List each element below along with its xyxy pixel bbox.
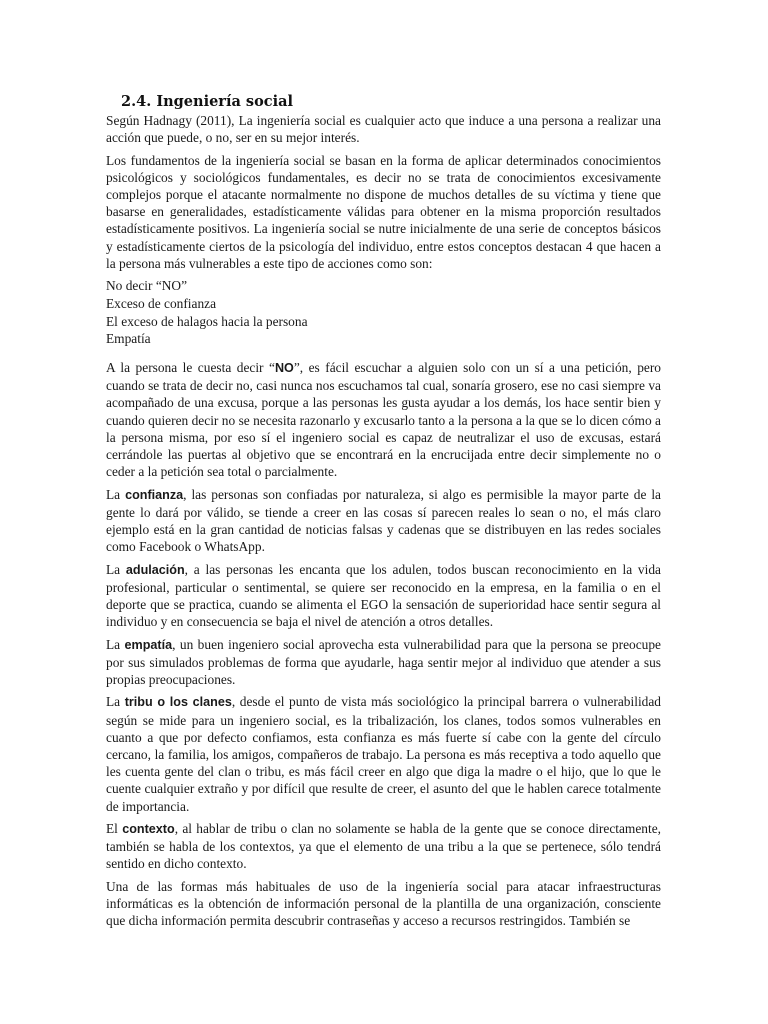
paragraph-fundamentos: Los fundamentos de la ingeniería social se basan en la forma de aplicar determinados conocimientos psicológicos y sociológicos fundamentales, es decir no se trata de conocimientos excesivamente complejos porque el atacante normalmente no dispone de muchos detalles de su víctima y tiene que basarse en generalidades, estadísticamente válidas para obtener en la misma proporción resultados estadísticamente positivos. La ingeniería social se nutre inicialmente de una serie de conceptos básicos y estadísticamente ciertos de la psicología del individuo, entre estos conceptos destacan 4 que hacen a la persona más vulnerables a este tipo de acciones como son:	[106, 152, 661, 271]
section-title: Ingeniería social	[156, 93, 293, 110]
list-item: Exceso de confianza	[106, 295, 217, 311]
paragraph-citation: Según Hadnagy (2011), La ingeniería social es cualquier acto que induce a una persona a realizar una acción que puede, o no, ser en su mejor interés.	[106, 113, 661, 146]
body-text	[106, 112, 661, 935]
keyword-adulacion: adulación	[125, 562, 185, 577]
paragraph-empatia: La empatía, un buen ingeniero social aprovecha esta vulnerabilidad para que la persona se preocupe por sus simulados problemas de forma que ayudarle, haga sentir mejor al individuo que atender a sus propias preocupaciones.	[106, 636, 661, 688]
keyword-confianza: confianza	[125, 487, 184, 502]
paragraph-tribu: La tribu o los clanes, desde el punto de vista más sociológico la principal barrera o vulnerabilidad según se mide para un ingeniero social, es la tribalización, los clanes, todos somos vulnerables en cuanto a que por defecto confiamos, esta confianza es más fuerte sí cabe con la gente del círculo cercano, la familia, los amigos, compañeros de trabajo. La persona es más receptiva a todo aquello que les cuenta gente del clan o tribu, es más fácil creer en algo que diga la madre o el hijo, que lo que le cuente cualquier extraño y por difícil que resulte de creer, el asunto del que le hablen carece totalmente de importancia.	[106, 694, 661, 814]
list-item: Empatía	[106, 331, 151, 347]
paragraph-contexto: El contexto, al hablar de tribu o clan no solamente se habla de la gente que se conoce directamente, también se habla de los contextos, ya que el elemento de una tribu a la que se pertenece, sólo tendrá sentido en dicho contexto.	[106, 821, 662, 872]
paragraph-infraestructuras: Una de las formas más habituales de uso de la ingeniería social para atacar infraestructuras informáticas es la obtención de información personal de la plantilla de una organización, consciente que dicha información permita descubrir contraseñas y acceso a recursos restringidos. También se	[106, 878, 661, 929]
keyword-tribu: tribu o los clanes	[124, 695, 232, 710]
paragraph-confianza: La confianza, las personas son confiadas por naturaleza, si algo es permisible la mayor parte de la gente lo dará por válido, se tiende a creer en las cosas sí parecen reales lo sean o no, el más claro ejemplo está en la gran cantidad de noticias falsas y cadenas que se distribuyen en las redes sociales como Facebook o WhatsApp.	[106, 486, 661, 555]
list-item: No decir “NO”	[106, 278, 188, 294]
paragraph-adulacion: La adulación, a las personas les encanta que los adulen, todos buscan reconocimiento en la vida profesional, particular o sentimental, se quiere ser reconocido en la empresa, en la familia o en el deporte que se practica, cuando se alimenta el EGO la sensación de superioridad hace sentir segura al individuo y en consecuencia se baja el nivel de atención a otros detalles.	[106, 561, 661, 630]
keyword-contexto: contexto	[122, 822, 175, 837]
list-item: El exceso de halagos hacia la persona	[106, 313, 308, 329]
paragraph-no: A la persona le cuesta decir “NO”, es fácil escuchar a alguien solo con un sí a una petición, pero cuando se trata de decir no, casi nunca nos escuchamos tal cual, sonaría grosero, ese no casi siempre va acompañado de una excusa, porque a las personas les gusta ayudar a los demás, los hace sentir bien y cuando quieren decir no se necesita razonarlo y excusarlo tanto a la persona a la que se lo dicen cómo a la persona misma, por eso sí el ingeniero social es capaz de neutralizar el uso de excusas, estará cerrándole las puertas al objetivo que se encontrará en la encrucijada entre decir simplemente no o ceder a la petición sea total o parcialmente.	[106, 360, 661, 480]
keyword-empatia: empatía	[124, 637, 173, 652]
concept-list	[106, 277, 661, 348]
section-heading	[121, 93, 293, 110]
section-number: 2.4.	[121, 93, 152, 110]
keyword-no: NO	[274, 361, 294, 376]
